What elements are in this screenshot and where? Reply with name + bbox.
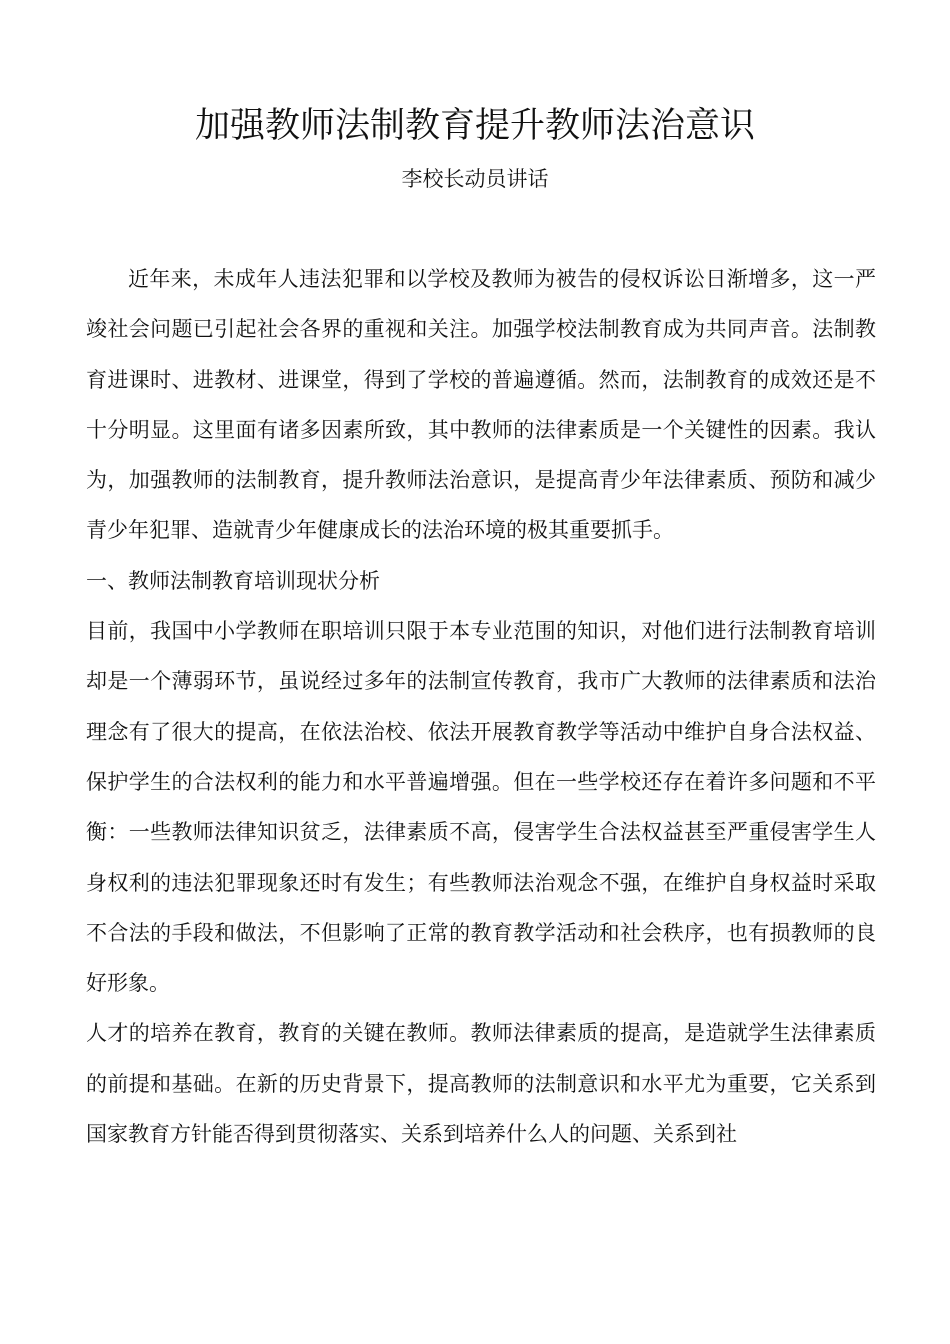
paragraph-intro: 近年来，未成年人违法犯罪和以学校及教师为被告的侵权诉讼日渐增多，这一严竣社会问题已引起社会各界的重视和关注。加强学校法制教育成为共同声音。法制教育进课时、进教材、进课堂，得到了学校的普遍遵循。然而，法制教育的成效还是不十分明显。这里面有诸多因素所致，其中教师的法律素质是一个关键性的因素。我认为，加强教师的法制教育，提升教师法治意识，是提高青少年法律素质、预防和减少青少年犯罪、造就青少年健康成长的法治环境的极其重要抓手。 bbox=[86, 267, 876, 543]
paragraph-teacher-importance: 人才的培养在教育，教育的关键在教师。教师法律素质的提高，是造就学生法律素质的前提和基础。在新的历史背景下，提高教师的法制意识和水平尤为重要，它关系到国家教育方针能否得到贯彻落实、关系到培养什么人的问题、关系到社 bbox=[86, 1021, 876, 1147]
document-body bbox=[86, 254, 876, 1159]
document-title: 加强教师法制教育提升教师法治意识 bbox=[194, 106, 755, 146]
paragraph-status-analysis: 目前，我国中小学教师在职培训只限于本专业范围的知识，对他们进行法制教育培训却是一个薄弱环节，虽说经过多年的法制宣传教育，我市广大教师的法律素质和法治理念有了很大的提高，在依法治校、依法开展教育教学等活动中维护自身合法权益、保护学生的合法权利的能力和水平普遍增强。但在一些学校还存在着许多问题和不平衡：一些教师法律知识贫乏，法律素质不高，侵害学生合法权益甚至严重侵害学生人身权利的违法犯罪现象还时有发生；有些教师法治观念不强，在维护自身权益时采取不合法的手段和做法，不但影响了正常的教育教学活动和社会秩序，也有损教师的良好形象。 bbox=[86, 619, 876, 996]
section-heading: 一、教师法制教育培训现状分析 bbox=[86, 568, 380, 593]
document-subtitle: 李校长动员讲话 bbox=[401, 167, 549, 191]
